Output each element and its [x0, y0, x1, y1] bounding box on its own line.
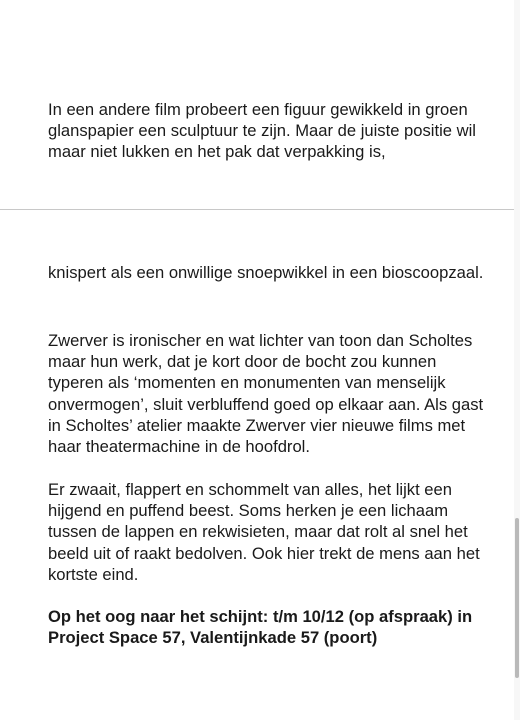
article-paragraph: In een andere film probeert een figuur gewikkeld in groen glanspapier een sculptuur te zijn. Maar de juiste positie wil maar niet lukken en het pak dat verpakking is,: [48, 100, 476, 162]
scrollbar-track[interactable]: [514, 0, 520, 720]
exhibition-info: Op het oog naar het schijnt: t/m 10/12 (op afspraak) in Project Space 57, Valentijnkade 57 (poort): [48, 607, 473, 648]
page-divider: [0, 209, 514, 210]
article-paragraph: knispert als een onwillige snoepwikkel in een bioscoopzaal.: [48, 263, 484, 282]
article-paragraph: Zwerver is ironischer en wat lichter van toon dan Scholtes maar hun werk, dat je kort door de bocht zou kunnen typeren als ‘momenten en monumenten van menselijk onvermogen’, sluit verbluffend goed op elkaar aan. Als gast in Scholtes’ atelier maakte Zwerver vier nieuwe films met haar theatermachine in de hoofdrol.: [48, 331, 484, 457]
article-paragraph: Er zwaait, flappert en schommelt van alles, het lijkt een hijgend en puffend beest. Soms herken je een lichaam tussen de lappen en rekwisieten, maar dat rolt al snel het beeld uit of raakt bedolven. Ook hier trekt de mens aan het kortste eind.: [48, 480, 480, 584]
scrollbar-thumb[interactable]: [515, 518, 519, 678]
